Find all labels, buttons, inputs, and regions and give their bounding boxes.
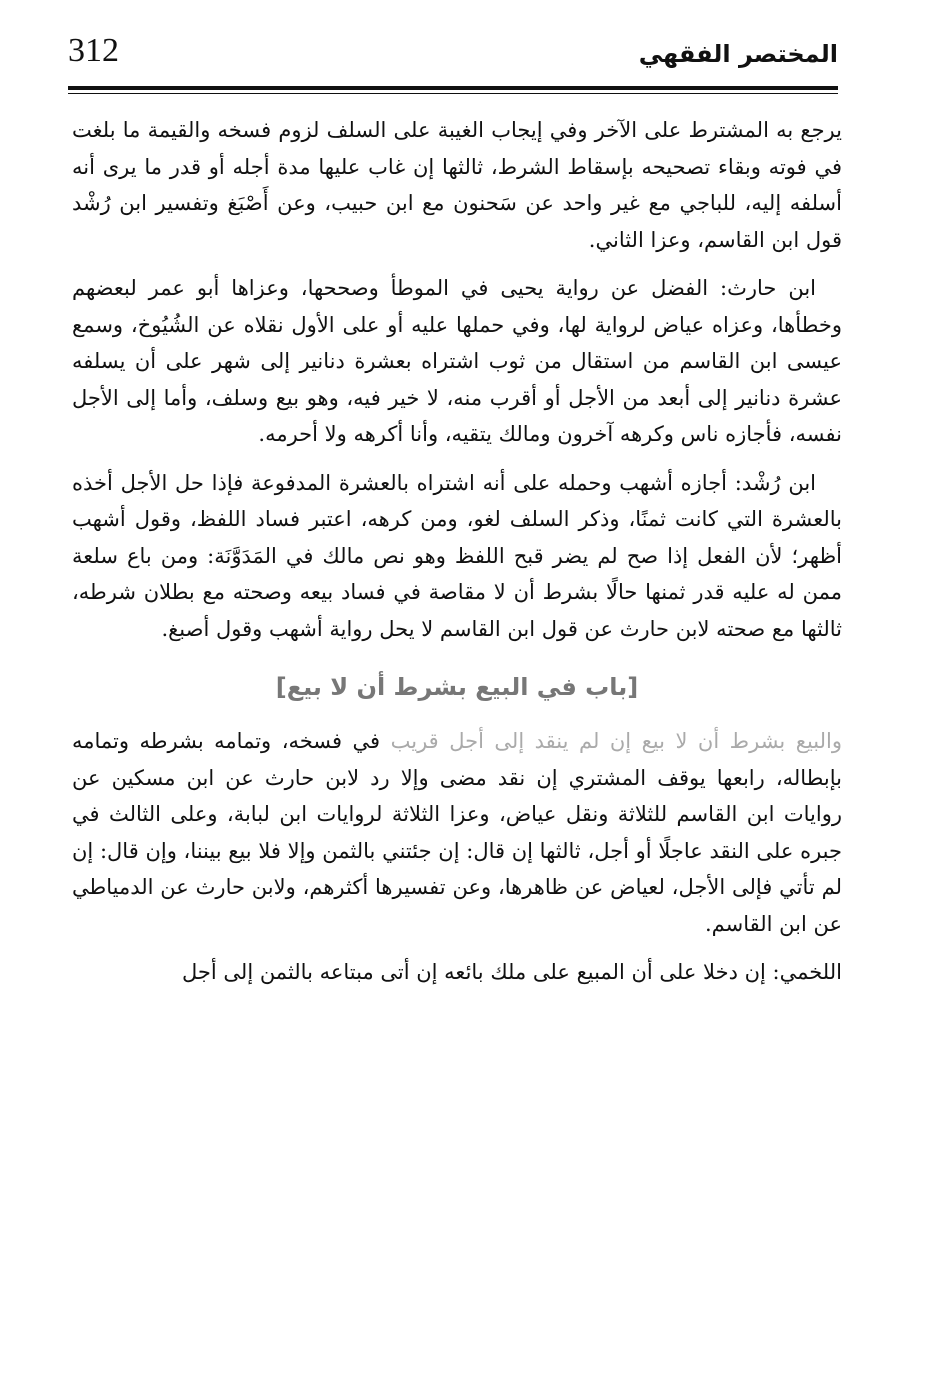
paragraph-1: يرجع به المشترط على الآخر وفي إيجاب الغيبة على السلف لزوم فسخه والقيمة ما بلغت في فوته وبقاء تصحيحه بإسقاط الشرط، ثالثها إن غاب عليها مدة أجله أو قدر ما يرى أنه أسلفه إليه، للباجي مع غير واحد عن سَحنون مع ابن حبيب، وعن أَصْبَغ وتفسير ابن رُشْد قول ابن القاسم، وعزا الثاني. [72, 118, 842, 252]
section-paragraph-1 [72, 723, 842, 942]
section-heading: [باب في البيع بشرط أن لا بيع] [275, 673, 639, 701]
page-number: 312 [68, 32, 119, 69]
header-rule-thin [68, 93, 838, 94]
page-body [72, 112, 842, 1003]
running-title: المختصر الفقهي [638, 40, 838, 68]
faded-lead-text: والبيع بشرط أن لا بيع إن لم ينقد إلى أجل قريب [390, 729, 842, 753]
section-paragraph-text: في فسخه، وتمامه بشرطه وتمامه بإبطاله، رابعها يوقف المشتري إن نقد مضى وإلا رد لابن حارث عن ابن مسكين عن روايات ابن القاسم للثلاثة ونقل عياض، وعزا الثلاثة لروايات ابن لبابة، وعلى الثالث في جبره على النقد عاجلًا أو أجل، ثالثها إن قال: إن جئتني بالثمن وإلا فلا بيع بيننا، وإن قال: إن لم تأتي فإلى الأجل، لعياض عن ظاهرها، وعن تفسيرها أكثرهم، ولابن حارث عن الدمياطي عن ابن القاسم. [72, 729, 843, 936]
paragraph-2: ابن حارث: الفضل عن رواية يحيى في الموطأ وصححها، وعزاها أبو عمر لبعضهم وخطأها، وعزاه عياض لرواية لها، وفي حملها عليه أو على الأول نقلاه عن الشُيُوخ، وسمع عيسى ابن القاسم من استقال من ثوب اشتراه بعشرة دنانير إلى شهر على أن يسلفه عشرة دنانير إلى أبعد من الأجل أو أقرب منه، لا خير فيه، وهو بيع وسلف، وأما إلى الأجل نفسه، فأجازه ناس وكرهه آخرون ومالك يتقيه، وأنا أكرهه ولا أحرمه. [72, 276, 842, 446]
page-header [68, 30, 838, 94]
last-paragraph: اللخمي: إن دخلا على أن المبيع على ملك بائعه إن أتى مبتاعه بالثمن إلى أجل [182, 960, 842, 984]
header-rule-thick [68, 86, 838, 90]
paragraph-3: ابن رُشْد: أجازه أشهب وحمله على أنه اشتراه بالعشرة المدفوعة فإذا حل الأجل أخذه بالعشرة التي كانت ثمنًا، وذكر السلف لغو، ومن كرهه، اعتبر فساد اللفظ، وقول أشهب أظهر؛ لأن الفعل إذا صح لم يضر قبح اللفظ وهو نص مالك في المَدَوَّنَة: ومن باع سلعة ممن له عليه قدر ثمنها حالًا بشرط أن لا مقاصة في فساد بيعه وصحته مع بطلان شرطه، ثالثها مع صحته لابن حارث عن قول ابن القاسم لا يحل رواية أشهب وقول أصبغ. [72, 470, 842, 641]
